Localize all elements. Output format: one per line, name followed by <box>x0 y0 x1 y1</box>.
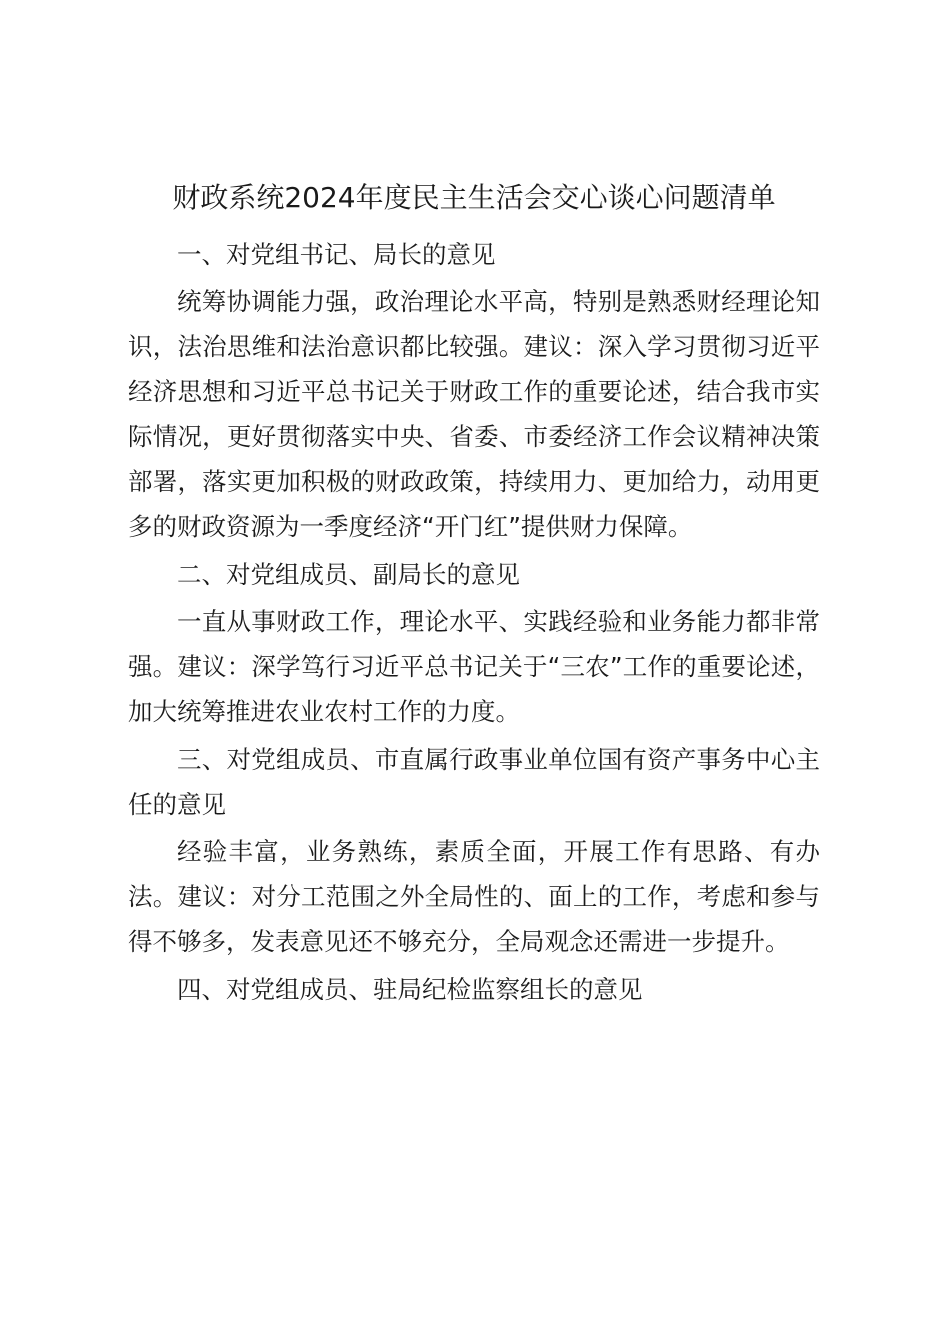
section-4-heading: 四、对党组成员、驻局纪检监察组长的意见 <box>177 975 643 1004</box>
section-1-heading: 一、对党组书记、局长的意见 <box>177 240 496 269</box>
section-2-body: 一直从事财政工作，理论水平、实践经验和业务能力都非常强。建议：深学笃行习近平总书记关于“三农”工作的重要论述，加大统筹推进农业农村工作的力度。 <box>128 607 820 726</box>
document-title: 财政系统2024年度民主生活会交心谈心问题清单 <box>172 181 776 214</box>
section-2-heading: 二、对党组成员、副局长的意见 <box>177 560 520 589</box>
section-1-body: 统筹协调能力强，政治理论水平高，特别是熟悉财经理论知识，法治思维和法治意识都比较强。建议：深入学习贯彻习近平经济思想和习近平总书记关于财政工作的重要论述，结合我市实际情况，更好贯彻落实中央、省委、市委经济工作会议精神决策部署，落实更加积极的财政政策，持续用力、更加给力，动用更多的财政资源为一季度经济“开门红”提供财力保障。 <box>128 287 820 541</box>
section-3-heading: 三、对党组成员、市直属行政事业单位国有资产事务中心主任的意见 <box>128 745 820 819</box>
document-content <box>128 174 820 1014</box>
section-3-body: 经验丰富，业务熟练，素质全面，开展工作有思路、有办法。建议：对分工范围之外全局性的、面上的工作，考虑和参与得不够多，发表意见还不够充分，全局观念还需进一步提升。 <box>128 837 820 956</box>
